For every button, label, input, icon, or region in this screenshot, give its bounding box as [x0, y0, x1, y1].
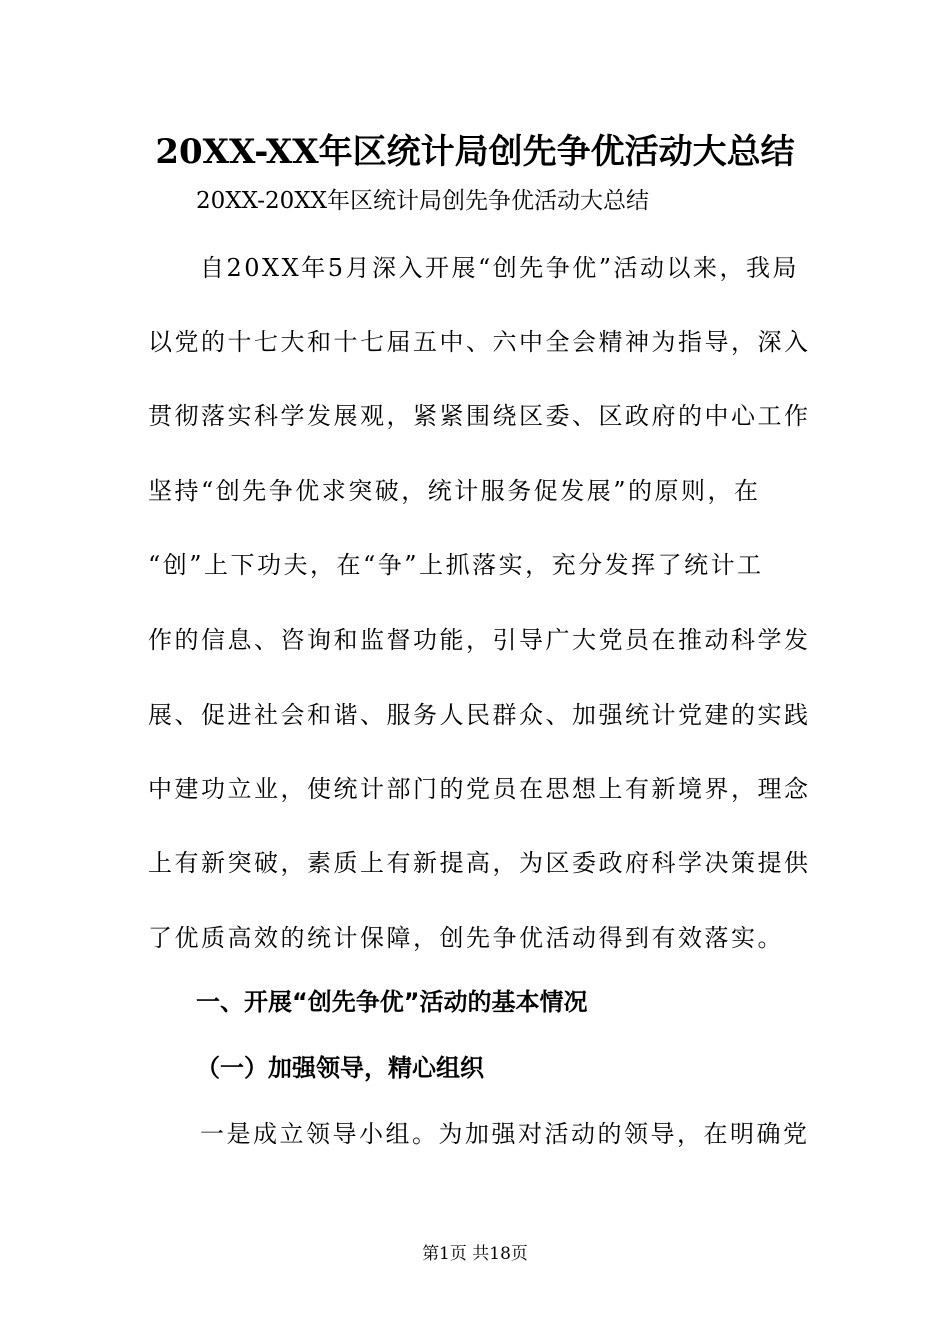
paragraph-line: 一是成立领导小组。为加强对活动的领导，在明确党	[200, 1120, 810, 1148]
document-subtitle: 20XX-20XX年区统计局创先争优活动大总结	[196, 188, 649, 214]
paragraph-line: 展、促进社会和谐、服务人民群众、加强统计党建的实践	[148, 701, 811, 729]
subsection-heading: （一）加强领导，精心组织	[196, 1054, 484, 1082]
document-title: 20XX-XX年区统计局创先争优活动大总结	[155, 132, 795, 172]
paragraph-line: 贯彻落实科学发展观，紧紧围绕区委、区政府的中心工作	[148, 402, 811, 430]
paragraph-line: 自20XX年5月深入开展“创先争优”活动以来，我局	[200, 254, 800, 282]
paragraph-line: 了优质高效的统计保障，创先争优活动得到有效落实。	[148, 924, 784, 952]
paragraph-line: 中建功立业，使统计部门的党员在思想上有新境界，理念	[148, 775, 811, 803]
page-number: 第1页 共18页	[422, 1244, 528, 1264]
paragraph-line: 作的信息、咨询和监督功能，引导广大党员在推动科学发	[148, 626, 811, 654]
paragraph-line: “创”上下功夫，在“争”上抓落实，充分发挥了统计工	[148, 551, 764, 579]
section-heading: 一、开展“创先争优”活动的基本情况	[196, 988, 588, 1016]
paragraph-line: 以党的十七大和十七届五中、六中全会精神为指导，深入	[148, 328, 811, 356]
paragraph-line: 上有新突破，素质上有新提高，为区委政府科学决策提供	[148, 849, 811, 877]
paragraph-line: 坚持“创先争优求突破，统计服务促发展”的原则，在	[148, 477, 761, 505]
